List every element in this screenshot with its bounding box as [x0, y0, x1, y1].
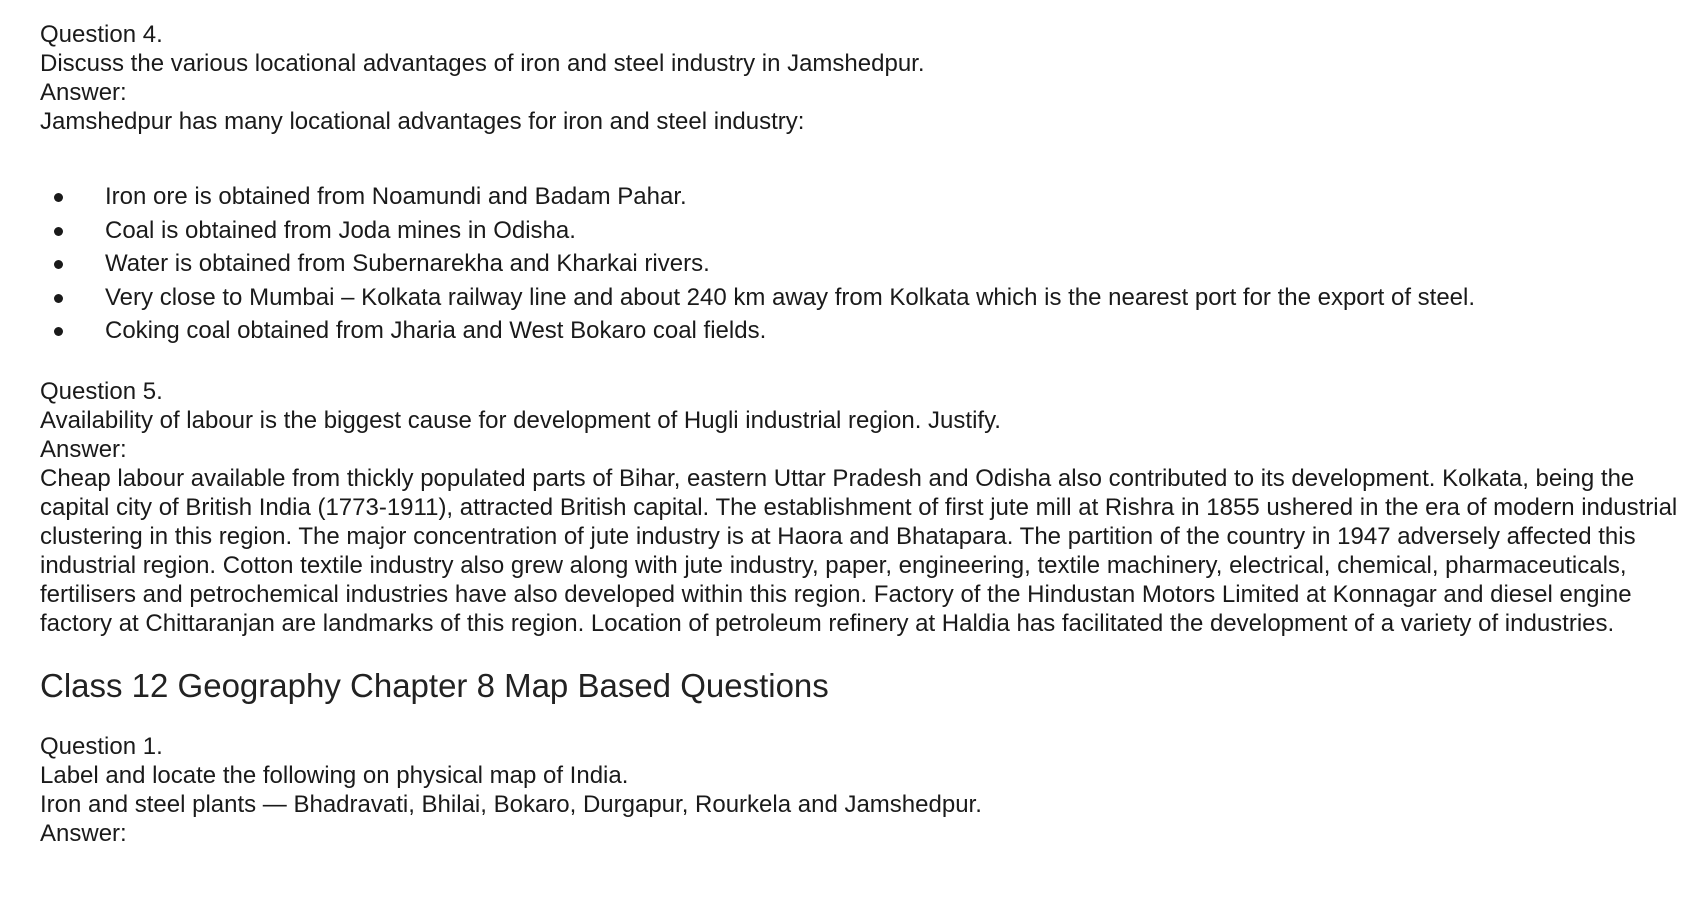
map-question-1-block: [40, 732, 1680, 848]
bullet-icon: [54, 227, 63, 236]
map-question-1-text: Label and locate the following on physical map of India.: [40, 761, 629, 789]
section-heading: Class 12 Geography Chapter 8 Map Based Questions: [40, 666, 829, 704]
question-5-number: Question 5.: [40, 377, 163, 405]
list-item: [40, 214, 1680, 248]
map-question-1-detail: Iron and steel plants — Bhadravati, Bhilai, Bokaro, Durgapur, Rourkela and Jamshedpur.: [40, 790, 982, 818]
question-4-answer-label: Answer:: [40, 79, 127, 106]
list-item-text: Water is obtained from Subernarekha and Kharkai rivers.: [105, 250, 710, 277]
list-item: [40, 247, 1680, 281]
bullet-icon: [54, 327, 63, 336]
list-item: [40, 281, 1680, 315]
bullet-icon: [54, 193, 63, 202]
question-5-block: [40, 377, 1680, 638]
list-item: [40, 180, 1680, 214]
list-item-text: Coking coal obtained from Jharia and West Bokaro coal fields.: [105, 317, 767, 344]
question-4-intro: Jamshedpur has many locational advantages for iron and steel industry:: [40, 108, 805, 135]
list-item-text: Very close to Mumbai – Kolkata railway line and about 240 km away from Kolkata which is the nearest port for the export of steel.: [105, 283, 1476, 311]
question-5-text: Availability of labour is the biggest cause for development of Hugli industrial region. Justify.: [40, 406, 1001, 434]
bullet-icon: [54, 294, 63, 303]
question-4-number: Question 4.: [40, 21, 163, 48]
question-5-answer: Cheap labour available from thickly populated parts of Bihar, eastern Uttar Pradesh and Odisha also contributed to its development. Kolkata, being the capital city of British India (1773-1911), attracted British capital. The establishment of first jute mill at Rishra in 1855 ushered in the era of modern industrial clustering in this region. The major concentration of jute industry is at Haora and Bhatapara. The partition of the country in 1947 adversely affected this industrial region. Cotton textile industry also grew along with jute industry, paper, engineering, textile machinery, electrical, chemical, pharmaceuticals, fertilisers and petrochemical industries have also developed within this region. Factory of the Hindustan Motors Limited at Konnagar and diesel engine factory at Chittaranjan are landmarks of this region. Location of petroleum refinery at Haldia has facilitated the development of a variety of industries.: [40, 464, 1678, 637]
bullet-icon: [54, 260, 63, 269]
list-item-text: Iron ore is obtained from Noamundi and Badam Pahar.: [105, 183, 687, 210]
map-question-1-number: Question 1.: [40, 732, 163, 760]
question-5-answer-label: Answer:: [40, 435, 127, 463]
question-4-text: Discuss the various locational advantages of iron and steel industry in Jamshedpur.: [40, 50, 925, 77]
list-item-text: Coal is obtained from Joda mines in Odisha.: [105, 216, 576, 244]
map-question-1-answer-label: Answer:: [40, 819, 127, 847]
list-item: [40, 314, 1680, 348]
locational-advantages-list: [40, 180, 1680, 348]
